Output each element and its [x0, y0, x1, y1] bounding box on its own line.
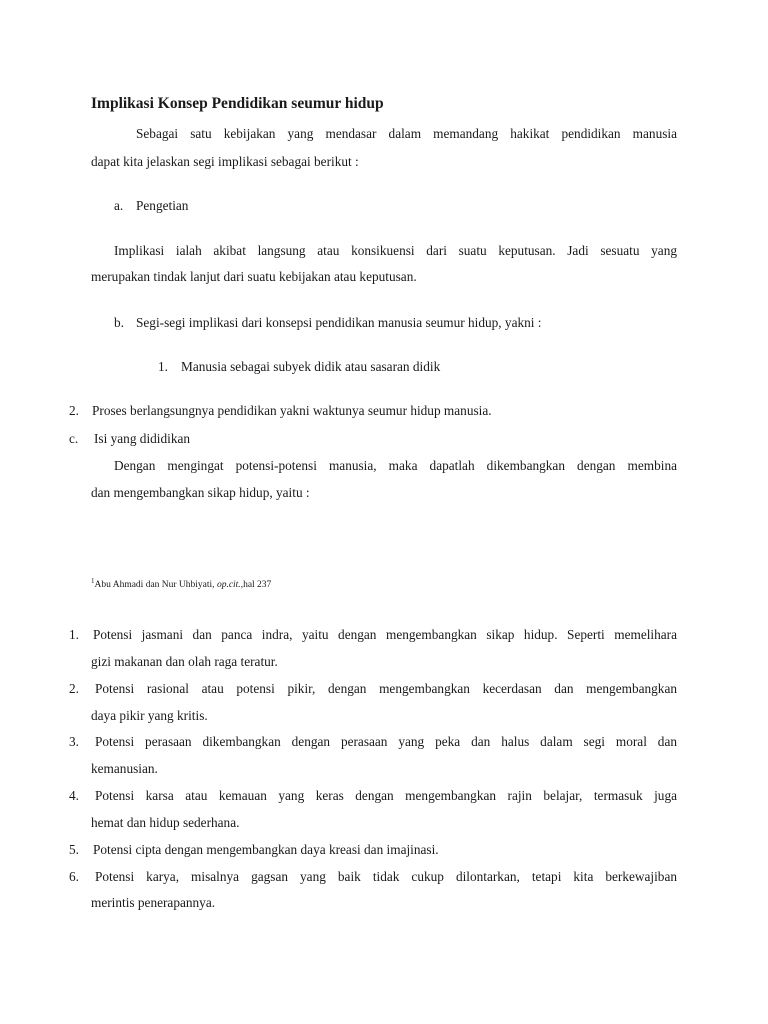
sub-item-2-marker: 2. — [69, 403, 79, 418]
intro-line-1: Sebagai satu kebijakan yang mendasar dalam memandang hakikat pendidikan manusia — [136, 126, 677, 141]
content-line-2: dan mengembangkan sikap hidup, yaitu : — [91, 485, 310, 500]
section-b-label: Segi-segi implikasi dari konsepsi pendidikan manusia seumur hidup, yakni : — [136, 315, 542, 330]
footnote-page: ,hal 237 — [240, 580, 272, 590]
potensi-5-marker: 5. — [69, 842, 79, 857]
potensi-2-line-1: Potensi rasional atau potensi pikir, dengan mengembangkan kecerdasan dan mengembangkan — [95, 681, 677, 696]
potensi-6-line-1: Potensi karya, misalnya gagsan yang baik tidak cukup dilontarkan, tetapi kita berkewajiban — [95, 869, 677, 884]
potensi-2-marker: 2. — [69, 681, 79, 696]
section-a-marker: a. — [114, 198, 124, 213]
potensi-3-marker: 3. — [69, 734, 79, 749]
potensi-3-line-2: kemanusian. — [91, 761, 158, 776]
potensi-1-line-2: gizi makanan dan olah raga teratur. — [91, 654, 278, 669]
definition-line-2: merupakan tindak lanjut dari suatu kebijakan atau keputusan. — [91, 269, 417, 284]
intro-line-2: dapat kita jelaskan segi implikasi sebagai berikut : — [91, 154, 359, 169]
potensi-1-marker: 1. — [69, 627, 79, 642]
footnote-opcit: op.cit. — [216, 580, 241, 590]
section-c-marker: c. — [69, 431, 79, 446]
potensi-6-marker: 6. — [69, 869, 79, 884]
footnote-number: 1 — [91, 576, 95, 585]
potensi-4-line-2: hemat dan hidup sederhana. — [91, 815, 240, 830]
content-line-1: Dengan mengingat potensi-potensi manusia, maka dapatlah dikembangkan dengan membina — [114, 458, 677, 473]
section-b-marker: b. — [114, 315, 124, 330]
sub-item-1-marker: 1. — [158, 359, 168, 374]
footnote — [91, 576, 272, 590]
potensi-2-line-2: daya pikir yang kritis. — [91, 708, 208, 723]
sub-item-2-label: Proses berlangsungnya pendidikan yakni waktunya seumur hidup manusia. — [92, 403, 492, 418]
potensi-6-line-2: merintis penerapannya. — [91, 895, 216, 910]
potensi-5-line-1: Potensi cipta dengan mengembangkan daya kreasi dan imajinasi. — [93, 842, 439, 857]
definition-line-1: Implikasi ialah akibat langsung atau konsikuensi dari suatu keputusan. Jadi sesuatu yang — [114, 243, 677, 258]
section-a-label: Pengetian — [136, 198, 189, 213]
sub-item-1-label: Manusia sebagai subyek didik atau sasaran didik — [181, 359, 441, 374]
document-title: Implikasi Konsep Pendidikan seumur hidup — [91, 95, 384, 112]
potensi-1-line-1: Potensi jasmani dan panca indra, yaitu dengan mengembangkan sikap hidup. Seperti memelihara — [93, 627, 677, 642]
section-c-label: Isi yang dididikan — [94, 431, 191, 446]
potensi-4-line-1: Potensi karsa atau kemauan yang keras dengan mengembangkan rajin belajar, termasuk juga — [95, 788, 677, 803]
potensi-3-line-1: Potensi perasaan dikembangkan dengan perasaan yang peka dan halus dalam segi moral dan — [95, 734, 677, 749]
footnote-authors: Abu Ahmadi dan Nur Uhbiyati, — [94, 580, 217, 590]
potensi-4-marker: 4. — [69, 788, 79, 803]
